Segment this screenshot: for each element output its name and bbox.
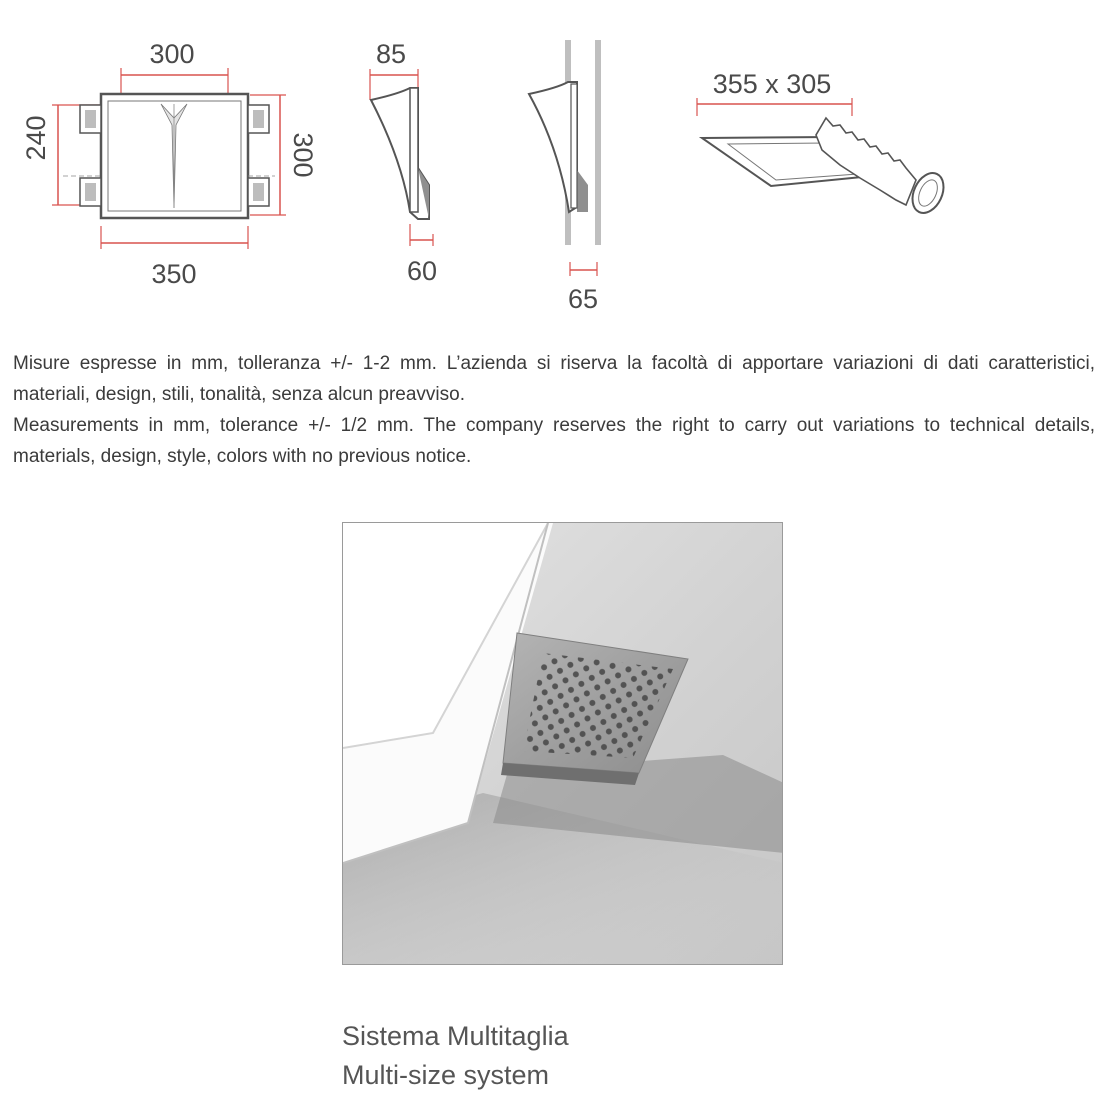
italian-disclaimer: Misure espresse in mm, tolleranza +/- 1-2 mm. L’azienda si riserva la facoltà di apportare variazioni di dati caratteristici, materiali, design, stili, tonalità, senza alcun preavviso.	[13, 353, 1095, 405]
front-outer-height-label: 300	[288, 132, 318, 178]
caption-english: Multi-size system	[342, 1060, 550, 1090]
front-width-label: 300	[149, 39, 195, 69]
wall-installation-drawing	[529, 40, 601, 314]
product-caption	[342, 1017, 569, 1095]
side-flange-label: 60	[406, 256, 438, 286]
product-render	[343, 523, 783, 965]
cutout-size-label: 355 x 305	[712, 69, 832, 99]
front-outer-width-label: 350	[151, 259, 197, 289]
cutout-drawing	[697, 69, 950, 218]
front-view-drawing	[21, 39, 318, 289]
front-height-label: 240	[21, 115, 51, 161]
caption-italian: Sistema Multitaglia	[342, 1021, 569, 1051]
english-disclaimer: Measurements in mm, tolerance +/- 1/2 mm. The company reserves the right to carry out variations to technical details, materials, design, style, colors with no previous notice.	[13, 415, 1095, 467]
product-photo	[342, 522, 783, 965]
side-view-drawing	[370, 39, 437, 286]
side-depth-label: 85	[375, 39, 407, 69]
wall-thickness-label: 65	[567, 284, 599, 314]
disclaimer-notes	[13, 348, 1095, 472]
technical-drawings	[0, 0, 1100, 330]
